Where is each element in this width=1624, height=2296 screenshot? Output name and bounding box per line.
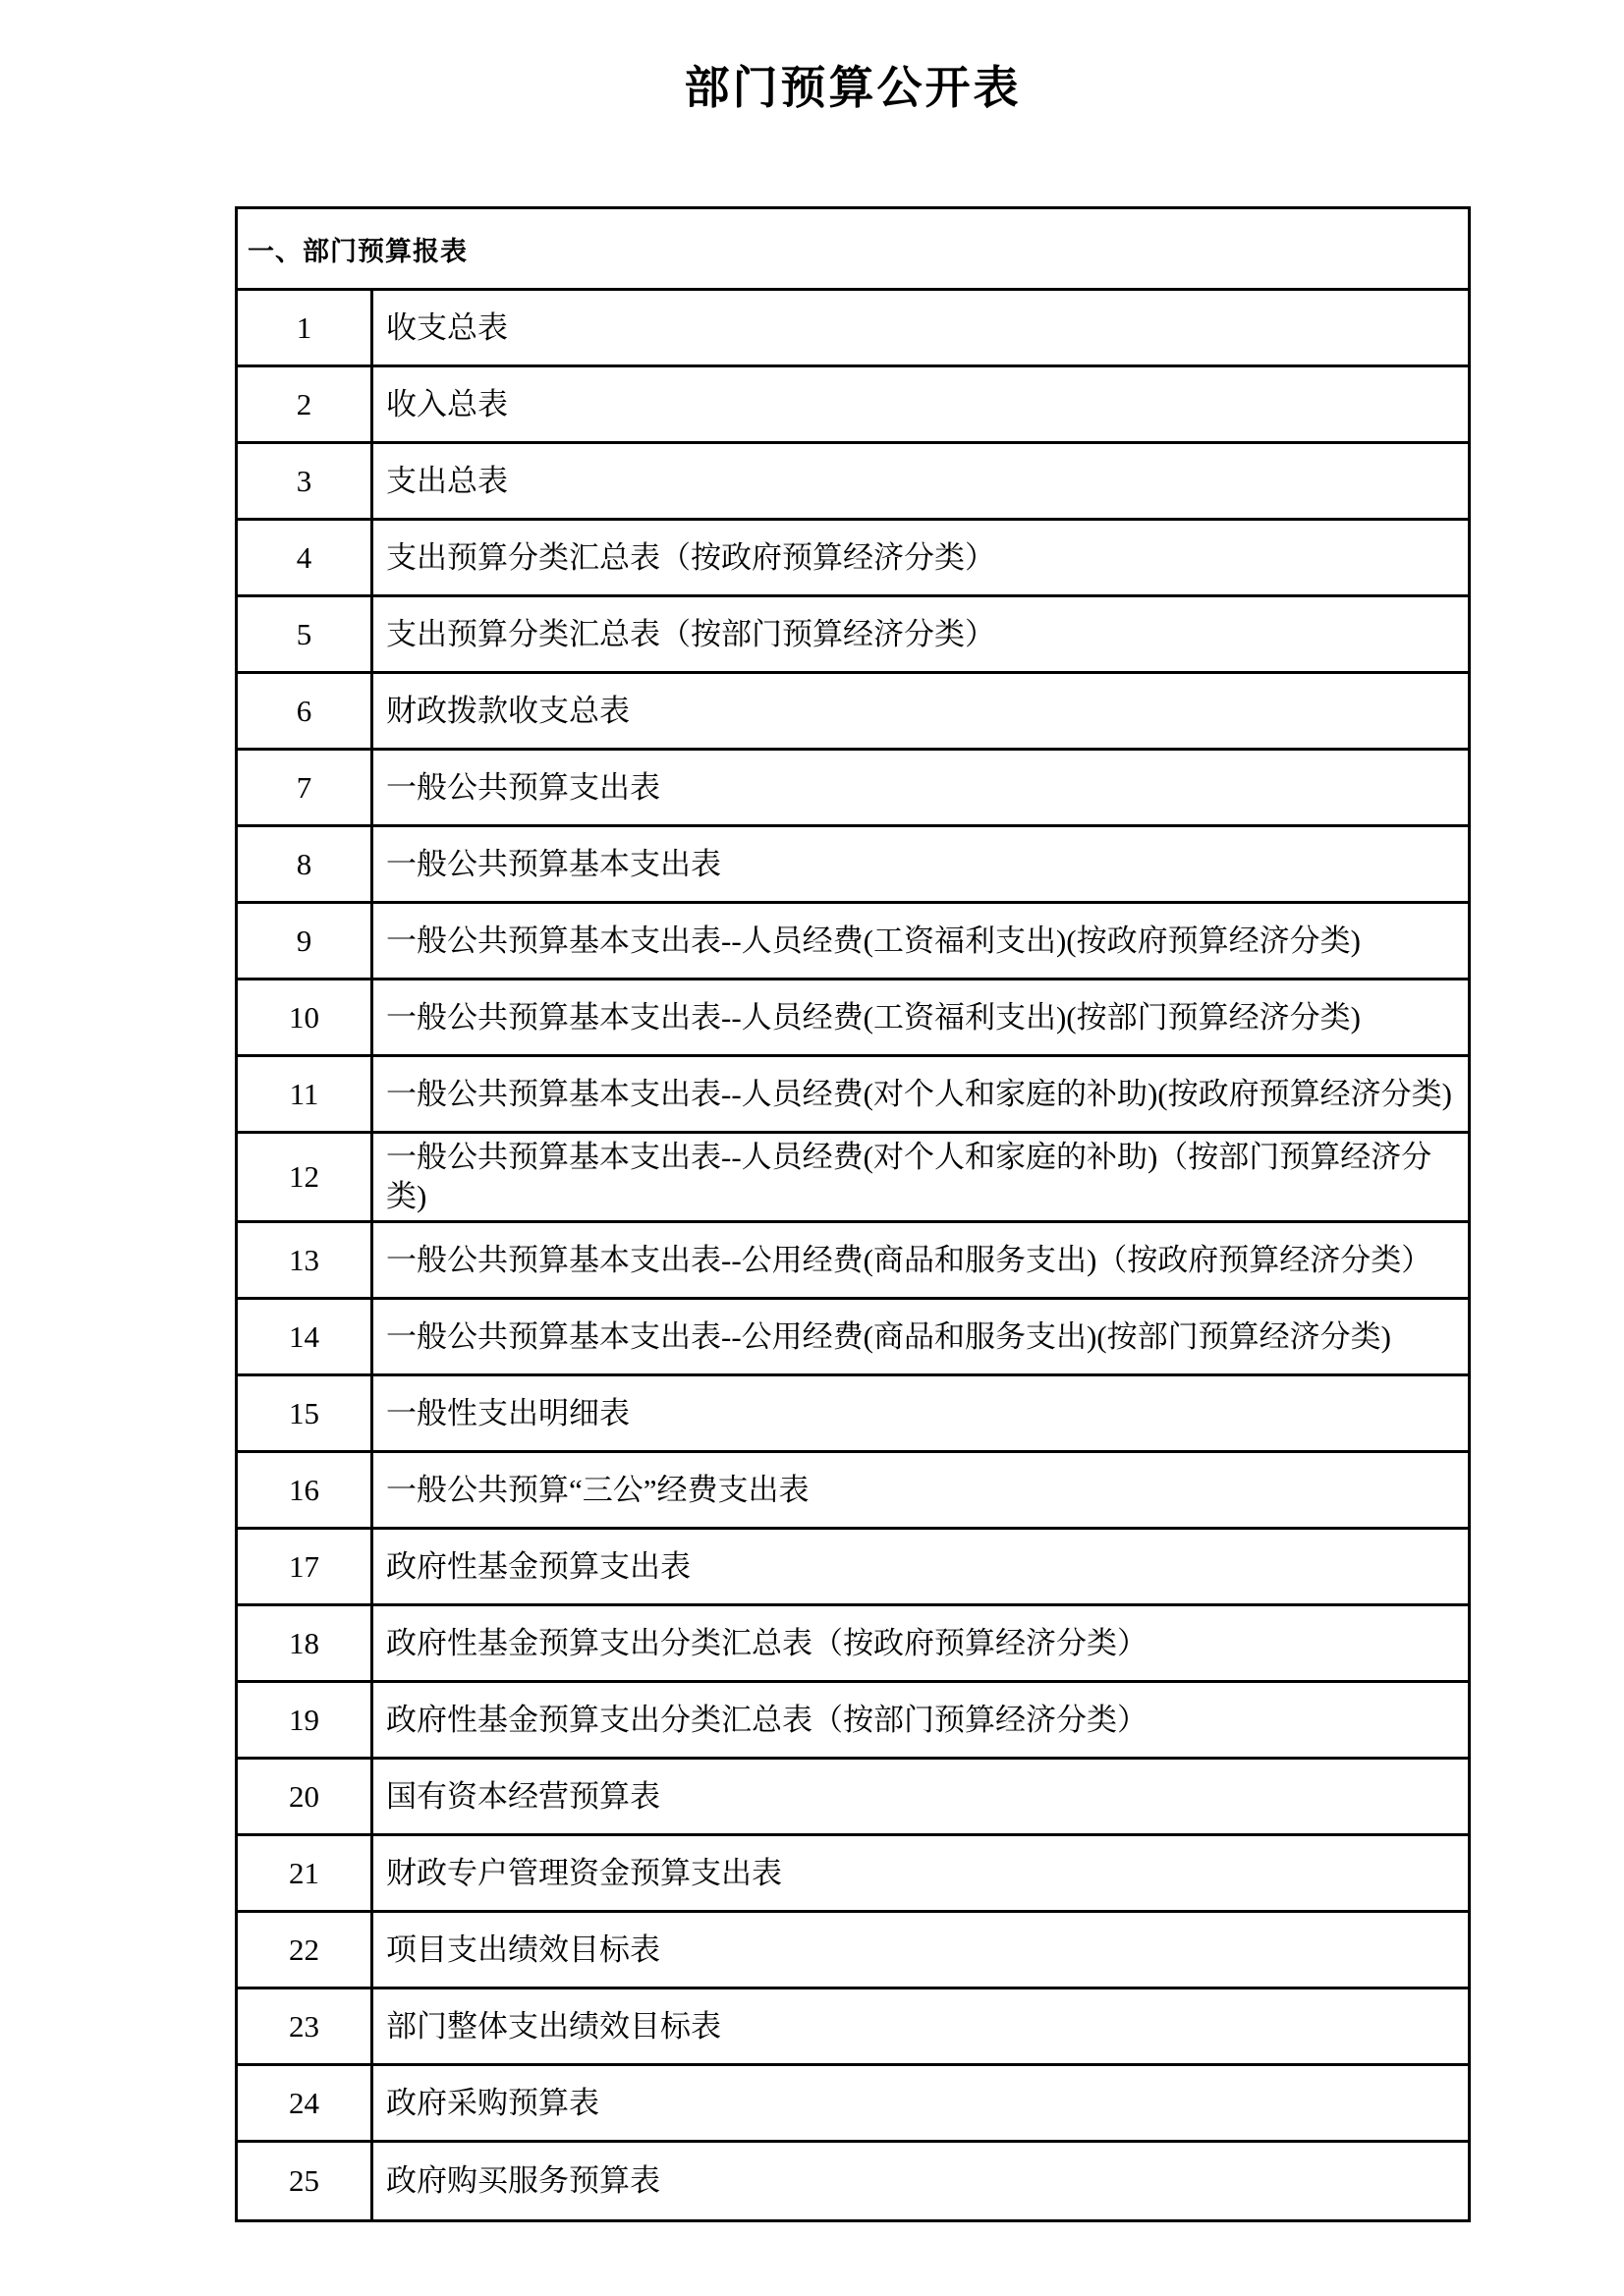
table-row — [238, 521, 1468, 597]
row-number-cell: 22 — [238, 1913, 373, 1987]
row-number-cell: 16 — [238, 1453, 373, 1527]
row-number-cell: 1 — [238, 291, 373, 364]
table-row — [238, 1057, 1468, 1134]
row-name-cell: 财政拨款收支总表 — [386, 693, 630, 728]
row-name-cell: 财政专户管理资金预算支出表 — [386, 1855, 782, 1890]
table-row — [238, 291, 1468, 367]
row-name-cell: 项目支出绩效目标表 — [386, 1932, 660, 1967]
row-name-cell: 一般公共预算基本支出表--人员经费(对个人和家庭的补助)（按部门预算经济分类) — [386, 1140, 1432, 1213]
row-name-cell: 支出总表 — [386, 463, 508, 498]
table-row — [238, 904, 1468, 980]
table-row — [238, 1300, 1468, 1376]
row-name-cell: 收支总表 — [386, 309, 508, 345]
table-row — [238, 1836, 1468, 1913]
table-row — [238, 827, 1468, 904]
table-section-header — [238, 209, 1468, 291]
row-name-cell: 政府采购预算表 — [386, 2085, 599, 2120]
table-row — [238, 1683, 1468, 1760]
row-number-cell: 10 — [238, 980, 373, 1054]
row-number-cell: 25 — [238, 2143, 373, 2219]
row-number-cell: 8 — [238, 827, 373, 901]
row-name-cell: 一般公共预算“三公”经费支出表 — [386, 1472, 810, 1507]
row-name-cell: 一般公共预算基本支出表--公用经费(商品和服务支出)(按部门预算经济分类) — [386, 1318, 1391, 1354]
row-number-cell: 9 — [238, 904, 373, 978]
row-number-cell: 3 — [238, 444, 373, 518]
row-number-cell: 7 — [238, 751, 373, 824]
table-row — [238, 1913, 1468, 1989]
table-row — [238, 444, 1468, 521]
row-number-cell: 21 — [238, 1836, 373, 1910]
table-row — [238, 2143, 1468, 2219]
row-number-cell: 5 — [238, 597, 373, 671]
section-header-label: 一、部门预算报表 — [248, 236, 468, 266]
row-number-cell: 24 — [238, 2066, 373, 2140]
row-name-cell: 支出预算分类汇总表（按部门预算经济分类） — [386, 616, 995, 651]
table-row — [238, 1606, 1468, 1683]
row-name-cell: 部门整体支出绩效目标表 — [386, 2008, 721, 2044]
row-name-cell: 一般性支出明细表 — [386, 1395, 630, 1430]
row-number-cell: 20 — [238, 1760, 373, 1833]
row-number-cell: 12 — [238, 1134, 373, 1220]
table-row — [238, 1376, 1468, 1453]
row-name-cell: 政府性基金预算支出分类汇总表（按部门预算经济分类） — [386, 1702, 1148, 1737]
row-number-cell: 17 — [238, 1530, 373, 1603]
row-name-cell: 政府购买服务预算表 — [386, 2163, 660, 2198]
row-number-cell: 6 — [238, 674, 373, 748]
row-name-cell: 政府性基金预算支出分类汇总表（按政府预算经济分类） — [386, 1625, 1148, 1660]
budget-report-table — [235, 206, 1471, 2222]
row-name-cell: 一般公共预算支出表 — [386, 769, 660, 805]
row-number-cell: 19 — [238, 1683, 373, 1757]
row-name-cell: 一般公共预算基本支出表--人员经费(工资福利支出)(按部门预算经济分类) — [386, 999, 1361, 1035]
row-name-cell: 一般公共预算基本支出表--公用经费(商品和服务支出)（按政府预算经济分类） — [386, 1242, 1432, 1277]
row-number-cell: 4 — [238, 521, 373, 594]
row-number-cell: 18 — [238, 1606, 373, 1680]
table-row — [238, 597, 1468, 674]
row-number-cell: 23 — [238, 1989, 373, 2063]
row-number-cell: 11 — [238, 1057, 373, 1131]
page-title: 部门预算公开表 — [684, 63, 1022, 113]
row-number-cell: 15 — [238, 1376, 373, 1450]
row-number-cell: 14 — [238, 1300, 373, 1373]
table-row — [238, 1134, 1468, 1223]
row-name-cell: 一般公共预算基本支出表--人员经费(对个人和家庭的补助)(按政府预算经济分类) — [386, 1076, 1452, 1111]
row-name-cell: 支出预算分类汇总表（按政府预算经济分类） — [386, 539, 995, 575]
table-row — [238, 1760, 1468, 1836]
table-row — [238, 1453, 1468, 1530]
row-number-cell: 13 — [238, 1223, 373, 1297]
table-row — [238, 674, 1468, 751]
table-row — [238, 980, 1468, 1057]
row-name-cell: 政府性基金预算支出表 — [386, 1548, 691, 1584]
table-row — [238, 751, 1468, 827]
row-name-cell: 一般公共预算基本支出表 — [386, 846, 721, 881]
table-row — [238, 1223, 1468, 1300]
table-row — [238, 2066, 1468, 2143]
row-name-cell: 国有资本经营预算表 — [386, 1778, 660, 1814]
row-name-cell: 收入总表 — [386, 386, 508, 421]
table-row — [238, 1530, 1468, 1606]
table-row — [238, 367, 1468, 444]
row-number-cell: 2 — [238, 367, 373, 441]
table-body — [238, 291, 1468, 2219]
table-row — [238, 1989, 1468, 2066]
row-name-cell: 一般公共预算基本支出表--人员经费(工资福利支出)(按政府预算经济分类) — [386, 923, 1361, 958]
